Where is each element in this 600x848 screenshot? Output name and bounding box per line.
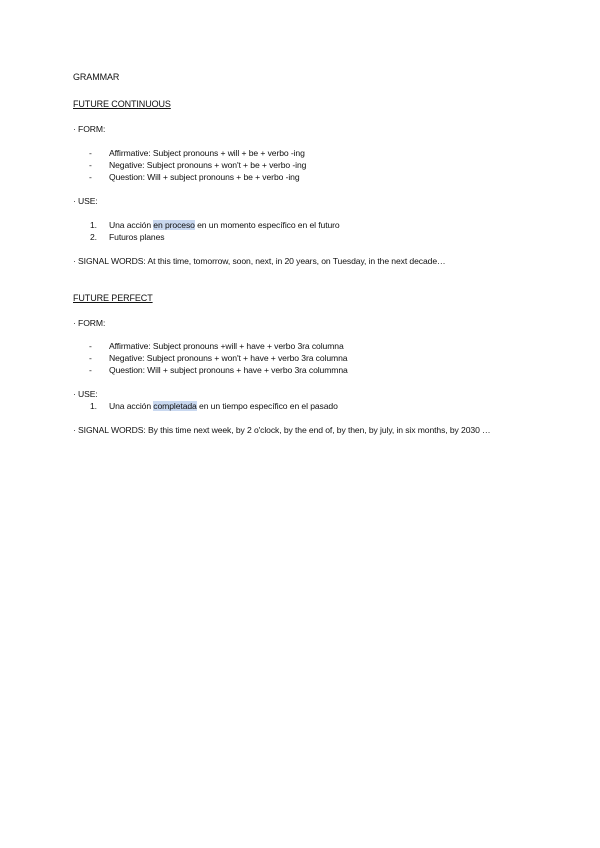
use-label: · USE: — [73, 389, 98, 399]
form-item-negative — [89, 353, 347, 364]
signal-words: · SIGNAL WORDS: By this time next week, by 2 o'clock, by the end of, by then, by july, in six months, by 2030 … — [73, 425, 491, 435]
use-item-text-before: Una acción — [109, 220, 154, 230]
use-item-text-after: en un momento específico en el futuro — [194, 220, 340, 230]
bullet-marker: - — [89, 341, 92, 351]
use-label: · USE: — [73, 196, 98, 206]
use-item-text-after: en un tiempo específico en el pasado — [196, 401, 338, 411]
form-label: · FORM: — [73, 318, 106, 328]
form-item-text: Negative: Subject pronouns + won't + have + verbo 3ra columna — [109, 353, 348, 363]
number-marker: 1. — [90, 220, 97, 230]
form-item-text: Question: Will + subject pronouns + be + verbo -ing — [109, 172, 300, 182]
form-label: · FORM: — [73, 124, 106, 134]
use-item-text-before: Una acción — [109, 401, 154, 411]
bullet-marker: - — [89, 160, 92, 170]
bullet-marker: - — [89, 365, 92, 375]
number-marker: 1. — [90, 401, 97, 411]
form-item-question — [89, 172, 300, 183]
form-item-text: Affirmative: Subject pronouns +will + have + verbo 3ra columna — [109, 341, 344, 351]
bullet-marker: - — [89, 172, 92, 182]
highlighted-text: en proceso — [153, 220, 195, 230]
form-item-negative — [89, 160, 306, 171]
form-item-text: Question: Will + subject pronouns + have + verbo 3ra colummna — [109, 365, 348, 375]
form-item-affirmative — [89, 341, 344, 352]
document-title: GRAMMAR — [73, 72, 120, 82]
highlighted-text: completada — [153, 401, 197, 411]
number-marker: 2. — [90, 232, 97, 242]
section-heading-future-continuous: FUTURE CONTINUOUS — [73, 99, 171, 109]
form-item-affirmative — [89, 148, 305, 159]
use-item-1 — [89, 401, 338, 412]
signal-words: · SIGNAL WORDS: At this time, tomorrow, soon, next, in 20 years, on Tuesday, in the next decade… — [73, 256, 446, 266]
form-item-text: Affirmative: Subject pronouns + will + be + verbo -ing — [109, 148, 305, 158]
use-item-text: Futuros planes — [109, 232, 165, 242]
form-item-text: Negative: Subject pronouns + won't + be + verbo -ing — [109, 160, 307, 170]
bullet-marker: - — [89, 148, 92, 158]
use-item-1 — [89, 220, 340, 231]
use-item-2 — [89, 232, 164, 243]
form-item-question — [89, 365, 348, 376]
bullet-marker: - — [89, 353, 92, 363]
section-heading-future-perfect: FUTURE PERFECT — [73, 293, 153, 303]
